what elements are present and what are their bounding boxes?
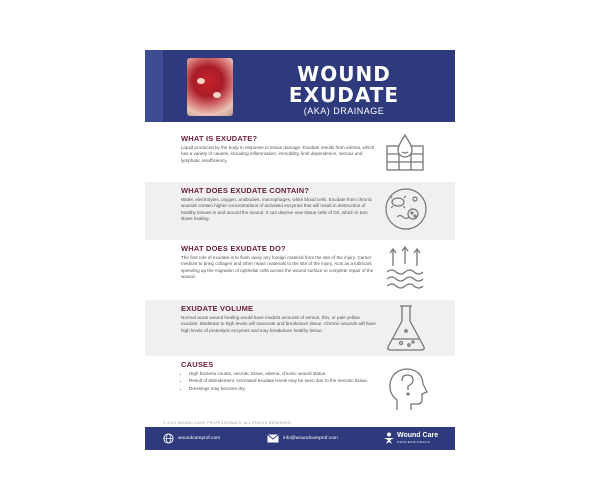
section-body: The first role of exudate is to flush away any foreign material from the site of the injury. Carrier medium to bring collagen and other repair materials to the site of the injury. Acts as a lubricant speeding up the migration of epithelial cells across the wound surface to complete repair of the wound.	[181, 255, 374, 279]
section-title: EXUDATE VOLUME	[181, 304, 254, 313]
header-banner	[145, 50, 455, 122]
wound-photo	[187, 58, 233, 116]
section-body: Normal acute wound healing would have modest amounts of serous, thin, or pale yellow exudate. Moderate to high levels will macerate and breakdown tissue. Chronic wounds will have high levels of proteolytic enzymes and may breakdown healthy tissue.	[181, 315, 376, 333]
section-title: WHAT IS EXUDATE?	[181, 134, 258, 143]
list-item: • Dressings may become dry.	[189, 386, 376, 392]
page-title-line2: EXUDATE	[288, 83, 400, 107]
section-body: Liquid produced by the body in response to tissue damage. Exudate results from edema, which has a variety of causes, including inflammation, immobility, limb dependence, venous and lymphatic insufficiency.	[181, 145, 375, 163]
microbes-icon	[383, 186, 429, 232]
brand-tagline: PROFESSIONALS	[397, 440, 431, 444]
question-head-icon	[383, 364, 429, 412]
brand-logo-icon	[383, 432, 395, 445]
section-causes	[145, 356, 455, 418]
copyright-text: © 2021 WOUND CARE PROFESSIONALS. ALL RIGHTS RESERVED.	[163, 421, 293, 425]
section-exudate-volume	[145, 300, 455, 356]
section-title: WHAT DOES EXUDATE DO?	[181, 244, 286, 253]
header-accent-strip	[145, 50, 163, 122]
section-title: WHAT DOES EXUDATE CONTAIN?	[181, 186, 310, 195]
globe-icon	[163, 433, 174, 444]
flask-icon	[383, 303, 429, 353]
evaporation-waves-icon	[383, 246, 427, 290]
envelope-icon	[267, 434, 279, 443]
causes-list	[181, 371, 376, 392]
website-link[interactable]: woundcareprof.com	[178, 436, 221, 441]
footer-bar	[145, 427, 455, 450]
page-subtitle: (AKA) DRAINAGE	[303, 106, 385, 116]
section-what-is-exudate	[145, 130, 455, 182]
section-body: Water, electrolytes, oxygen, antibodies, macrophages, white blood cells. Exudate from chronic wounds contain higher concentrations of activated enzymes that will result in destruction of healthy tissues in and around the wound. It can deprive new tissue cells of O2, which in turn slows healing.	[181, 197, 373, 221]
list-item: • High bacteria counts, necrotic tissue, edema, chronic wound status.	[189, 371, 376, 377]
brand-name: Wound Care	[397, 432, 439, 439]
section-body	[181, 371, 376, 393]
water-drop-window-icon	[383, 132, 427, 176]
list-item: • Result of debridement, increased exudate levels may be seen due to the necrotic tissue.	[189, 378, 376, 384]
section-what-does-exudate-do	[145, 240, 455, 300]
email-link[interactable]: info@woundcareprof.com	[283, 436, 338, 441]
section-title: CAUSES	[181, 360, 214, 369]
page-title-line1: WOUND	[297, 62, 391, 86]
flyer-page	[145, 50, 455, 450]
section-what-does-exudate-contain	[145, 182, 455, 240]
